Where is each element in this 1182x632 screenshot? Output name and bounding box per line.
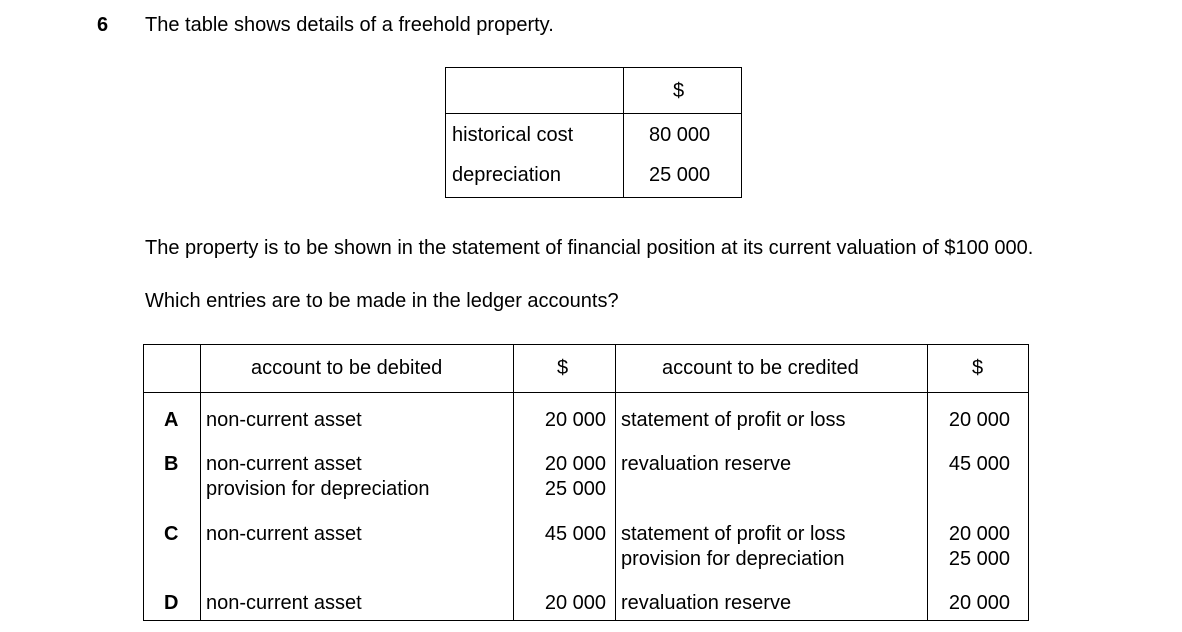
row-label-depreciation: depreciation [452,164,561,186]
option-c-credit-amount-1: 20 000 [948,523,1010,545]
option-a-credit-amount: 20 000 [948,409,1010,431]
table-divider [144,392,1028,393]
option-letter-b: B [164,453,179,475]
option-c-debit-account: non-current asset [206,523,362,545]
option-d-debit-account: non-current asset [206,592,362,614]
option-d-credit-account: revaluation reserve [621,592,792,614]
table-divider [615,345,616,620]
option-a-credit-account: statement of profit or loss [621,409,846,431]
row-label-historical-cost: historical cost [452,124,574,146]
option-b-credit-amount: 45 000 [948,453,1010,475]
header-credit-amount: $ [972,357,984,379]
header-debit-account: account to be debited [251,357,443,379]
table-divider [200,345,201,620]
option-letter-d: D [164,592,179,614]
option-b-debit-account-2: provision for depreciation [206,478,430,500]
question-statement: The property is to be shown in the statement of financial position at its current valuation of $100 000. [145,237,1034,259]
property-table [445,67,742,198]
header-debit-amount: $ [557,357,569,379]
option-c-credit-account-2: provision for depreciation [621,548,845,570]
question-number: 6 [97,14,109,36]
options-table [143,344,1029,621]
option-c-credit-amount-2: 25 000 [948,548,1010,570]
option-b-debit-amount-2: 25 000 [544,478,606,500]
option-d-debit-amount: 20 000 [544,592,606,614]
option-letter-c: C [164,523,179,545]
option-b-debit-account-1: non-current asset [206,453,362,475]
option-letter-a: A [164,409,179,431]
option-a-debit-amount: 20 000 [544,409,606,431]
table-divider [927,345,928,620]
row-value-depreciation: 25 000 [649,164,711,186]
option-d-credit-amount: 20 000 [948,592,1010,614]
option-c-debit-amount: 45 000 [544,523,606,545]
option-b-credit-account: revaluation reserve [621,453,792,475]
option-c-credit-account-1: statement of profit or loss [621,523,846,545]
row-value-historical-cost: 80 000 [649,124,711,146]
question-intro: The table shows details of a freehold property. [145,14,554,36]
option-b-debit-amount-1: 20 000 [544,453,606,475]
currency-header: $ [673,80,685,102]
option-a-debit-account: non-current asset [206,409,362,431]
table-divider [623,68,624,197]
question-prompt: Which entries are to be made in the ledger accounts? [145,290,619,312]
header-credit-account: account to be credited [662,357,859,379]
table-divider [446,113,741,114]
